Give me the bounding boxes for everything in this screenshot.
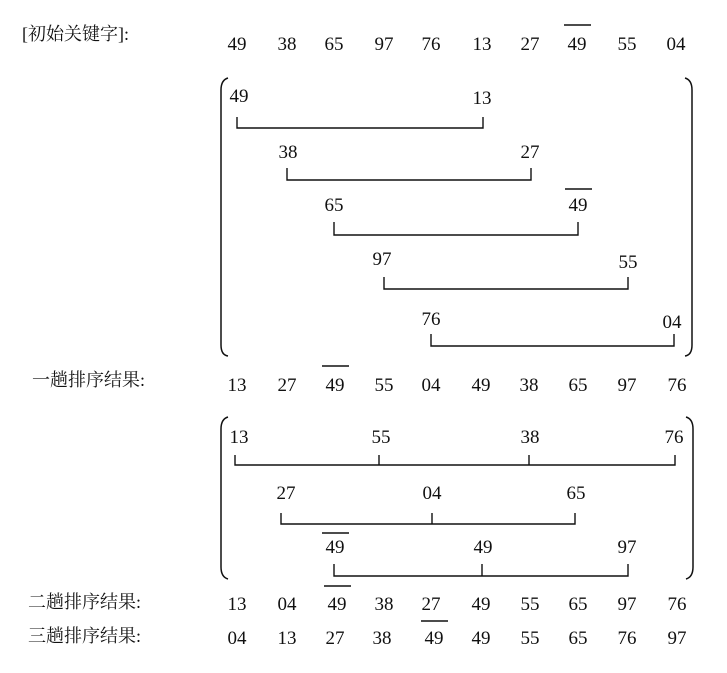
group-quad xyxy=(230,427,684,465)
group-value-duplicate: 49 xyxy=(568,195,588,216)
row-pass-1 xyxy=(228,366,687,396)
group-pair xyxy=(230,86,492,128)
group-triple xyxy=(322,533,637,576)
row-label-pass-1: 一趟排序结果: xyxy=(32,370,146,390)
group-pair xyxy=(279,142,540,180)
key-value-duplicate: 49 xyxy=(567,34,587,55)
group-pair xyxy=(422,309,683,346)
group-connector xyxy=(431,334,674,346)
key-value: 13 xyxy=(227,375,247,396)
group-connector xyxy=(235,455,675,465)
row-label-pass-3: 三趟排序结果: xyxy=(28,626,142,646)
group-value: 76 xyxy=(421,309,441,330)
key-value: 27 xyxy=(520,34,540,55)
pass-1-groups xyxy=(221,78,692,356)
key-value: 27 xyxy=(325,628,345,649)
row-pass-2 xyxy=(228,586,687,615)
group-value: 13 xyxy=(229,427,249,448)
group-value: 97 xyxy=(372,249,392,270)
right-bracket xyxy=(686,417,693,579)
pass-2-groups xyxy=(221,417,693,579)
group-value: 13 xyxy=(472,88,492,109)
key-value: 38 xyxy=(519,375,539,396)
key-value: 04 xyxy=(666,34,686,55)
group-connector xyxy=(287,168,531,180)
key-value: 38 xyxy=(374,594,394,615)
key-value: 65 xyxy=(568,594,588,615)
group-value: 38 xyxy=(278,142,298,163)
right-bracket xyxy=(685,78,692,356)
key-value: 13 xyxy=(227,594,247,615)
group-pair xyxy=(325,189,593,235)
key-value: 97 xyxy=(617,375,637,396)
row-label-pass-2: 二趟排序结果: xyxy=(28,592,142,612)
group-value: 76 xyxy=(664,427,684,448)
key-value: 13 xyxy=(472,34,492,55)
key-value: 76 xyxy=(667,594,687,615)
key-value: 38 xyxy=(372,628,392,649)
key-value: 49 xyxy=(471,628,491,649)
group-value: 49 xyxy=(229,86,249,107)
key-value: 27 xyxy=(277,375,297,396)
key-value: 49 xyxy=(471,594,491,615)
key-value: 65 xyxy=(568,375,588,396)
group-value: 27 xyxy=(520,142,540,163)
row-initial xyxy=(228,25,687,55)
group-connector xyxy=(237,117,483,128)
group-value-duplicate: 49 xyxy=(325,537,345,558)
key-value-duplicate: 49 xyxy=(424,628,444,649)
group-triple xyxy=(277,483,586,524)
group-value: 04 xyxy=(422,483,442,504)
key-value: 04 xyxy=(421,375,441,396)
key-value: 76 xyxy=(617,628,637,649)
group-value: 27 xyxy=(276,483,296,504)
group-value: 49 xyxy=(473,537,493,558)
key-value: 97 xyxy=(617,594,637,615)
key-value: 55 xyxy=(520,594,540,615)
key-value: 65 xyxy=(568,628,588,649)
group-value: 55 xyxy=(618,252,638,273)
group-connector xyxy=(384,277,628,289)
left-bracket xyxy=(221,78,228,356)
left-bracket xyxy=(221,417,228,579)
group-pair xyxy=(373,249,638,289)
row-pass-3 xyxy=(228,621,687,649)
key-value: 55 xyxy=(617,34,637,55)
row-label-initial: [初始关键字]: xyxy=(22,24,129,44)
key-value: 97 xyxy=(374,34,394,55)
key-value-duplicate: 49 xyxy=(327,594,347,615)
group-value: 65 xyxy=(324,195,344,216)
group-value: 38 xyxy=(520,427,540,448)
key-value: 04 xyxy=(227,628,247,649)
key-value: 13 xyxy=(277,628,297,649)
group-value: 55 xyxy=(371,427,391,448)
group-connector xyxy=(334,564,628,576)
key-value: 38 xyxy=(277,34,297,55)
key-value: 49 xyxy=(471,375,491,396)
key-value: 65 xyxy=(324,34,344,55)
key-value-duplicate: 49 xyxy=(325,375,345,396)
group-value: 04 xyxy=(662,312,682,333)
group-connector xyxy=(281,513,575,524)
key-value: 27 xyxy=(421,594,441,615)
key-value: 49 xyxy=(227,34,247,55)
key-value: 76 xyxy=(667,375,687,396)
key-value: 55 xyxy=(374,375,394,396)
key-value: 76 xyxy=(421,34,441,55)
key-value: 04 xyxy=(277,594,297,615)
key-value: 97 xyxy=(667,628,687,649)
group-connector xyxy=(334,222,578,235)
group-value: 97 xyxy=(617,537,637,558)
group-value: 65 xyxy=(566,483,586,504)
key-value: 55 xyxy=(520,628,540,649)
